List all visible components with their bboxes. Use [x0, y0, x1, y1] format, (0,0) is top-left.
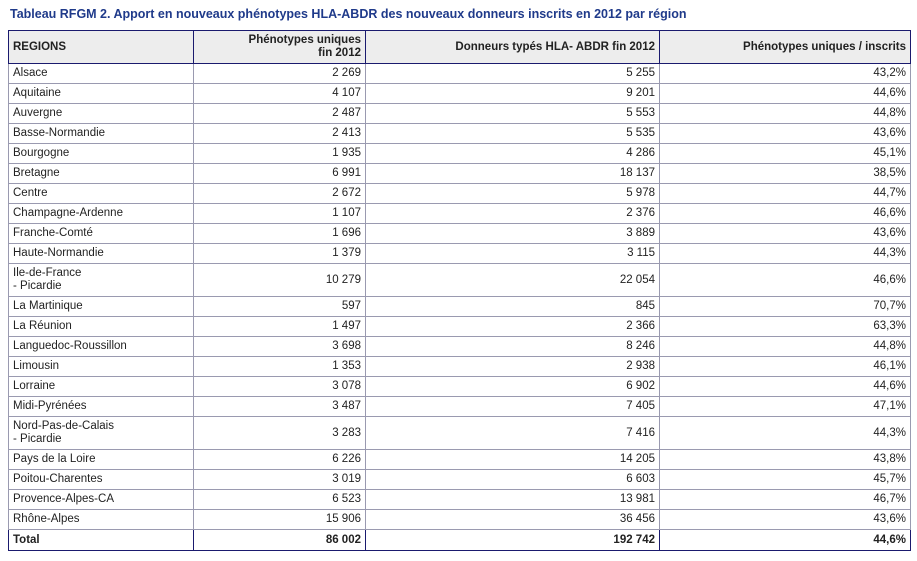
cell-region: [9, 317, 194, 337]
cell-ratio: 43,6%: [660, 124, 911, 144]
cell-region: [9, 264, 194, 297]
region-name-line: Franche-Comté: [13, 227, 93, 239]
cell-ratio: 46,1%: [660, 357, 911, 377]
cell-ratio: 45,7%: [660, 470, 911, 490]
region-name-line: Nord-Pas-de-Calais: [13, 420, 114, 432]
cell-phenotypes: 3 487: [194, 397, 366, 417]
cell-ratio: 44,3%: [660, 417, 911, 450]
cell-ratio: 38,5%: [660, 164, 911, 184]
table-row: [9, 357, 911, 377]
region-name-line: - Picardie: [13, 280, 62, 292]
cell-region: [9, 244, 194, 264]
region-name-line: Limousin: [13, 360, 60, 372]
cell-donneurs: 5 255: [366, 64, 660, 84]
region-data-table: [8, 30, 911, 551]
table-row: [9, 377, 911, 397]
cell-phenotypes: 1 696: [194, 224, 366, 244]
cell-phenotypes: 3 019: [194, 470, 366, 490]
table-row: [9, 337, 911, 357]
region-name-line: Midi-Pyrénées: [13, 400, 87, 412]
cell-phenotypes: 3 283: [194, 417, 366, 450]
cell-ratio: 47,1%: [660, 397, 911, 417]
cell-donneurs: 4 286: [366, 144, 660, 164]
region-name-line: Ile-de-France: [13, 267, 82, 279]
cell-region: [9, 337, 194, 357]
cell-donneurs: 18 137: [366, 164, 660, 184]
cell-phenotypes: 3 698: [194, 337, 366, 357]
cell-region: [9, 510, 194, 530]
cell-donneurs: 5 535: [366, 124, 660, 144]
region-name-line: Basse-Normandie: [13, 127, 106, 139]
cell-region: [9, 164, 194, 184]
cell-phenotypes: 6 991: [194, 164, 366, 184]
cell-phenotypes: 1 497: [194, 317, 366, 337]
cell-ratio: 43,6%: [660, 224, 911, 244]
region-name-line: Champagne-Ardenne: [13, 207, 123, 219]
cell-ratio: 46,7%: [660, 490, 911, 510]
cell-region: [9, 64, 194, 84]
table-row: [9, 144, 911, 164]
cell-region: [9, 84, 194, 104]
cell-phenotypes: 1 379: [194, 244, 366, 264]
cell-donneurs: 7 416: [366, 417, 660, 450]
cell-donneurs: 2 376: [366, 204, 660, 224]
table-row: [9, 124, 911, 144]
region-name-line: Haute-Normandie: [13, 247, 104, 259]
cell-donneurs: 8 246: [366, 337, 660, 357]
cell-phenotypes: 10 279: [194, 264, 366, 297]
header-phenotypes-line2: fin 2012: [318, 47, 361, 59]
total-label: Total: [9, 530, 194, 551]
region-name-line: Alsace: [13, 67, 48, 79]
cell-ratio: 44,8%: [660, 104, 911, 124]
table-footer: [9, 530, 911, 551]
table-row: [9, 64, 911, 84]
region-name-line: Bourgogne: [13, 147, 70, 159]
region-name-line: Poitou-Charentes: [13, 473, 103, 485]
header-phenotypes-line1: Phénotypes uniques: [248, 34, 361, 46]
cell-donneurs: 13 981: [366, 490, 660, 510]
table-row: [9, 297, 911, 317]
table-row: [9, 164, 911, 184]
cell-phenotypes: 597: [194, 297, 366, 317]
cell-donneurs: 6 603: [366, 470, 660, 490]
table-row: [9, 450, 911, 470]
cell-donneurs: 845: [366, 297, 660, 317]
table-caption: Tableau RFGM 2. Apport en nouveaux phénotypes HLA-ABDR des nouveaux donneurs inscrits en 2012 par région: [10, 7, 687, 21]
cell-phenotypes: 4 107: [194, 84, 366, 104]
region-name-line: Provence-Alpes-CA: [13, 493, 114, 505]
region-name-line: Bretagne: [13, 167, 60, 179]
total-phenotypes: 86 002: [194, 530, 366, 551]
cell-donneurs: 3 889: [366, 224, 660, 244]
table-row: [9, 204, 911, 224]
cell-donneurs: 9 201: [366, 84, 660, 104]
cell-ratio: 44,8%: [660, 337, 911, 357]
table-row: [9, 184, 911, 204]
header-donneurs: Donneurs typés HLA- ABDR fin 2012: [366, 31, 660, 64]
table-row: [9, 264, 911, 297]
region-name-line: La Martinique: [13, 300, 83, 312]
cell-region: [9, 224, 194, 244]
table-row: [9, 490, 911, 510]
cell-ratio: 46,6%: [660, 264, 911, 297]
region-name-line: Languedoc-Roussillon: [13, 340, 127, 352]
region-name-line: La Réunion: [13, 320, 72, 332]
cell-donneurs: 7 405: [366, 397, 660, 417]
region-name-line: Lorraine: [13, 380, 56, 392]
cell-ratio: 43,2%: [660, 64, 911, 84]
table-row: [9, 417, 911, 450]
cell-region: [9, 184, 194, 204]
cell-phenotypes: 3 078: [194, 377, 366, 397]
table-row: [9, 510, 911, 530]
cell-region: [9, 357, 194, 377]
cell-region: [9, 124, 194, 144]
cell-donneurs: 5 553: [366, 104, 660, 124]
region-name-line: Rhône-Alpes: [13, 513, 80, 525]
cell-donneurs: 5 978: [366, 184, 660, 204]
region-name-line: Aquitaine: [13, 87, 61, 99]
page: [8, 4, 910, 551]
header-regions: REGIONS: [9, 31, 194, 64]
cell-ratio: 44,6%: [660, 84, 911, 104]
total-row: [9, 530, 911, 551]
cell-ratio: 44,7%: [660, 184, 911, 204]
region-name-line: Auvergne: [13, 107, 63, 119]
table-row: [9, 84, 911, 104]
cell-region: [9, 417, 194, 450]
cell-phenotypes: 1 107: [194, 204, 366, 224]
cell-phenotypes: 2 269: [194, 64, 366, 84]
cell-phenotypes: 6 226: [194, 450, 366, 470]
table-header: [9, 31, 911, 64]
region-name-line: - Picardie: [13, 433, 62, 445]
table-body: [9, 64, 911, 530]
total-donneurs: 192 742: [366, 530, 660, 551]
cell-region: [9, 104, 194, 124]
total-ratio: 44,6%: [660, 530, 911, 551]
table-row: [9, 224, 911, 244]
cell-ratio: 70,7%: [660, 297, 911, 317]
table-row: [9, 470, 911, 490]
table-row: [9, 397, 911, 417]
cell-region: [9, 450, 194, 470]
cell-phenotypes: 2 413: [194, 124, 366, 144]
cell-donneurs: 6 902: [366, 377, 660, 397]
cell-donneurs: 36 456: [366, 510, 660, 530]
cell-region: [9, 204, 194, 224]
cell-ratio: 44,3%: [660, 244, 911, 264]
region-name-line: Centre: [13, 187, 48, 199]
header-row: [9, 31, 911, 64]
cell-ratio: 63,3%: [660, 317, 911, 337]
cell-phenotypes: 15 906: [194, 510, 366, 530]
cell-phenotypes: 1 353: [194, 357, 366, 377]
cell-donneurs: 3 115: [366, 244, 660, 264]
region-name-line: Pays de la Loire: [13, 453, 96, 465]
cell-region: [9, 490, 194, 510]
cell-phenotypes: 1 935: [194, 144, 366, 164]
cell-donneurs: 2 938: [366, 357, 660, 377]
cell-ratio: 45,1%: [660, 144, 911, 164]
cell-region: [9, 144, 194, 164]
cell-phenotypes: 2 672: [194, 184, 366, 204]
cell-ratio: 46,6%: [660, 204, 911, 224]
header-phenotypes: [194, 31, 366, 64]
cell-donneurs: 2 366: [366, 317, 660, 337]
cell-region: [9, 377, 194, 397]
header-ratio: Phénotypes uniques / inscrits: [660, 31, 911, 64]
cell-ratio: 43,8%: [660, 450, 911, 470]
table-row: [9, 244, 911, 264]
cell-phenotypes: 2 487: [194, 104, 366, 124]
table-row: [9, 104, 911, 124]
cell-region: [9, 470, 194, 490]
cell-region: [9, 297, 194, 317]
table-row: [9, 317, 911, 337]
cell-donneurs: 22 054: [366, 264, 660, 297]
cell-ratio: 44,6%: [660, 377, 911, 397]
cell-phenotypes: 6 523: [194, 490, 366, 510]
cell-region: [9, 397, 194, 417]
cell-donneurs: 14 205: [366, 450, 660, 470]
cell-ratio: 43,6%: [660, 510, 911, 530]
